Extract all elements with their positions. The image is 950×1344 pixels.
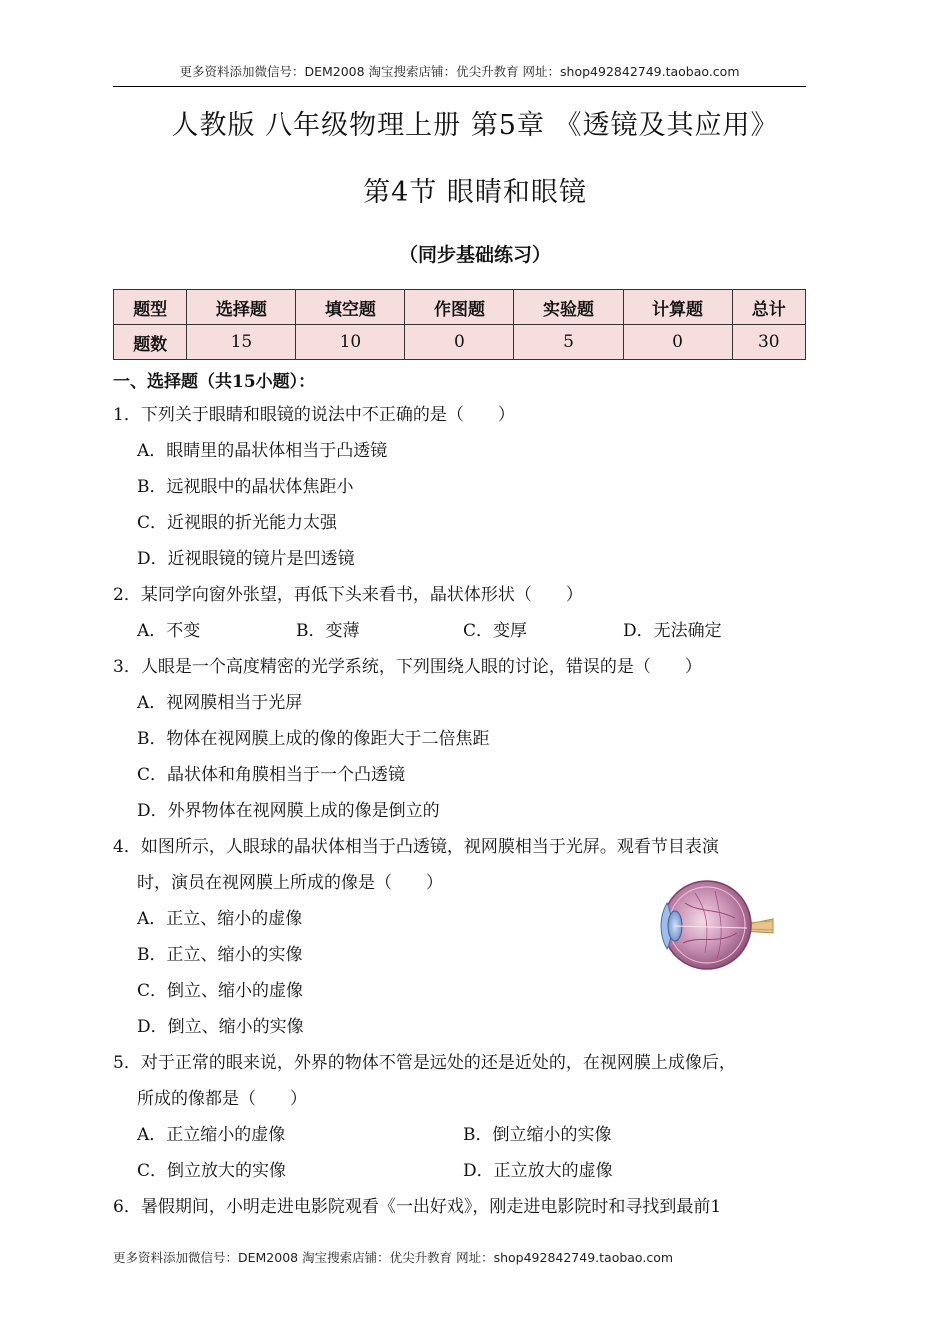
question-3-stem: 3．人眼是一个高度精密的光学系统，下列围绕人眼的讨论，错误的是（ ） (113, 657, 702, 677)
question-5-option-c: C．倒立放大的实像 (137, 1161, 287, 1181)
table-header-cell: 填空题 (296, 290, 405, 325)
page-footer: 更多资料添加微信号：DEM2008 淘宝搜索店铺：优尖升教育 网址：shop492842749.taobao.com (113, 1250, 674, 1265)
question-4-option-b: B．正立、缩小的实像 (137, 945, 303, 965)
eyeball-diagram (655, 873, 775, 973)
table-header-cell: 实验题 (514, 290, 623, 325)
question-2-option-c: C．变厚 (463, 621, 528, 641)
page-header: 更多资料添加微信号：DEM2008 淘宝搜索店铺：优尖升教育 网址：shop492842749.taobao.com (179, 64, 740, 79)
question-1-option-a: A．眼睛里的晶状体相当于凸透镜 (137, 441, 388, 461)
question-3-option-d: D．外界物体在视网膜上成的像是倒立的 (137, 801, 440, 821)
question-5-option-a: A．正立缩小的虚像 (137, 1125, 286, 1145)
question-4-option-d: D．倒立、缩小的实像 (137, 1017, 304, 1037)
question-2-option-d: D．无法确定 (623, 621, 722, 641)
table-cell: 30 (732, 325, 805, 360)
question-4-stem-continued: 时，演员在视网膜上所成的像是（ ） (137, 873, 443, 893)
question-2-option-b: B．变薄 (296, 621, 360, 641)
question-3-option-b: B．物体在视网膜上成的像的像距大于二倍焦距 (137, 729, 490, 749)
question-3-option-a: A．视网膜相当于光屏 (137, 693, 303, 713)
question-4-option-c: C．倒立、缩小的虚像 (137, 981, 304, 1001)
question-5-stem: 5．对于正常的眼来说，外界的物体不管是远处的还是近处的，在视网膜上成像后， (113, 1053, 736, 1073)
question-5-stem-continued: 所成的像都是（ ） (137, 1089, 307, 1109)
table-cell: 0 (623, 325, 732, 360)
question-count-table (113, 289, 806, 360)
question-1-option-c: C．近视眼的折光能力太强 (137, 513, 338, 533)
table-cell: 题数 (114, 325, 187, 360)
question-4-option-a: A．正立、缩小的虚像 (137, 909, 303, 929)
table-header-row (114, 290, 806, 325)
table-header-cell: 作图题 (405, 290, 514, 325)
question-5-option-b: B．倒立缩小的实像 (463, 1125, 612, 1145)
question-5-option-d: D．正立放大的虚像 (463, 1161, 613, 1181)
table-header-cell: 选择题 (187, 290, 296, 325)
table-cell: 15 (187, 325, 296, 360)
question-4-stem: 4．如图所示，人眼球的晶状体相当于凸透镜，视网膜相当于光屏。观看节目表演 (113, 837, 719, 857)
exercise-subtitle: （同步基础练习） (398, 244, 551, 266)
question-1-stem: 1．下列关于眼睛和眼镜的说法中不正确的是（ ） (113, 405, 515, 425)
question-6-stem: 6．暑假期间，小明走进电影院观看《一出好戏》，刚走进电影院时和寻找到最前1 (113, 1197, 722, 1217)
section-heading: 一、选择题（共15小题）： (113, 372, 316, 392)
document-title: 人教版 八年级物理上册 第5章 《透镜及其应用》 (171, 110, 779, 141)
question-1-option-b: B．远视眼中的晶状体焦距小 (137, 477, 354, 497)
question-2-stem: 2．某同学向窗外张望，再低下头来看书，晶状体形状（ ） (113, 585, 583, 605)
question-1-option-d: D．近视眼镜的镜片是凹透镜 (137, 549, 355, 569)
table-row (114, 325, 806, 360)
table-cell: 5 (514, 325, 623, 360)
table-header-cell: 题型 (114, 290, 187, 325)
table-header-cell: 计算题 (623, 290, 732, 325)
table-cell: 10 (296, 325, 405, 360)
question-3-option-c: C．晶状体和角膜相当于一个凸透镜 (137, 765, 406, 785)
question-2-option-a: A．不变 (137, 621, 201, 641)
header-divider (113, 86, 806, 87)
table-header-cell: 总计 (732, 290, 805, 325)
section-title: 第4节 眼睛和眼镜 (363, 177, 587, 208)
table-cell: 0 (405, 325, 514, 360)
